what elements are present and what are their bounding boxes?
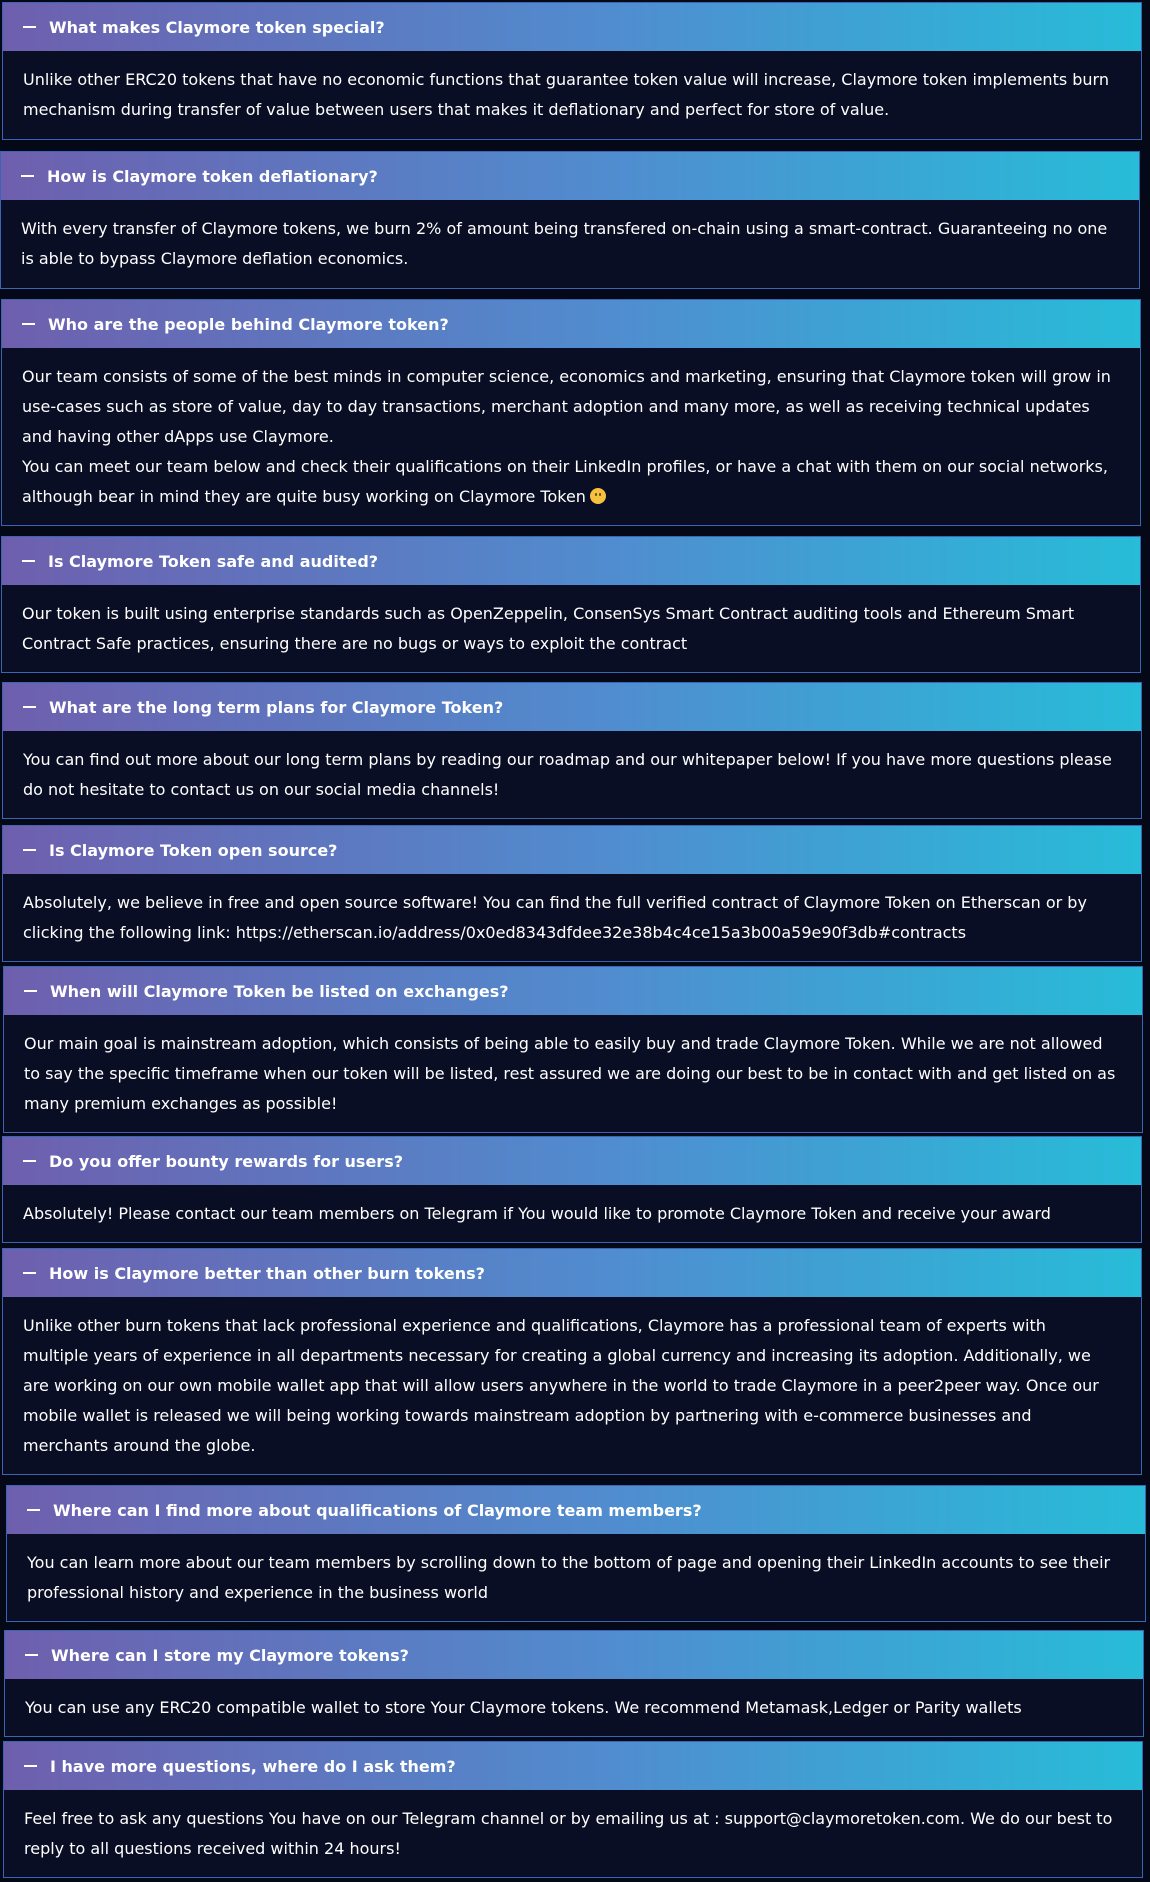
faq-question: Is Claymore Token open source? bbox=[49, 840, 338, 860]
faq-item bbox=[1, 536, 1141, 673]
collapse-icon bbox=[24, 1765, 37, 1767]
faq-answer-panel bbox=[3, 1297, 1141, 1461]
faq-item bbox=[2, 1136, 1142, 1243]
faq-answer-panel bbox=[2, 585, 1140, 659]
faq-question: Is Claymore Token safe and audited? bbox=[48, 551, 379, 571]
collapse-icon bbox=[23, 26, 36, 28]
collapse-icon bbox=[25, 1654, 38, 1656]
collapse-icon bbox=[22, 560, 35, 562]
faq-question: What are the long term plans for Claymore Token? bbox=[49, 697, 504, 717]
faq-answer-panel bbox=[3, 731, 1141, 805]
faq-toggle[interactable] bbox=[3, 1137, 1141, 1185]
faq-answer-extra-text: You can meet our team below and check their qualifications on their LinkedIn profiles, or have a chat with them on our social networks, although bear in mind they are quite busy working on Claymore Token bbox=[22, 457, 1108, 506]
faq-answer: Absolutely! Please contact our team members on Telegram if You would like to promote Claymore Token and receive your award bbox=[23, 1204, 1051, 1223]
faq-toggle[interactable] bbox=[3, 826, 1141, 874]
faq-answer-extra bbox=[22, 452, 1114, 512]
faq-item bbox=[2, 825, 1142, 962]
faq-item bbox=[2, 1248, 1142, 1475]
faq-question: Where can I find more about qualifications of Claymore team members? bbox=[53, 1500, 702, 1520]
collapse-icon bbox=[22, 323, 35, 325]
faq-toggle[interactable] bbox=[3, 683, 1141, 731]
faq-item bbox=[6, 1485, 1146, 1622]
faq-answer-panel bbox=[3, 1185, 1141, 1229]
faq-toggle[interactable] bbox=[3, 3, 1141, 51]
collapse-icon bbox=[27, 1509, 40, 1511]
faq-answer: You can use any ERC20 compatible wallet to store Your Claymore tokens. We recommend Metamask,Ledger or Parity wallets bbox=[25, 1698, 1022, 1717]
faq-question: Who are the people behind Claymore token? bbox=[48, 314, 449, 334]
faq-question: How is Claymore token deflationary? bbox=[47, 166, 378, 186]
faq-toggle[interactable] bbox=[4, 1742, 1142, 1790]
faq-answer: Our main goal is mainstream adoption, which consists of being able to easily buy and trade Claymore Token. While we are not allowed to say the specific timeframe when our token will be listed, rest assured we are doing our best to be in contact with and get listed on as many premium exchanges as possible! bbox=[24, 1034, 1116, 1113]
faq-question: Where can I store my Claymore tokens? bbox=[51, 1645, 409, 1665]
faq-answer-panel bbox=[5, 1679, 1143, 1723]
faq-answer: With every transfer of Claymore tokens, we burn 2% of amount being transfered on-chain using a smart-contract. Guaranteeing no one is able to bypass Claymore deflation economics. bbox=[21, 219, 1108, 268]
faq-answer-panel bbox=[2, 348, 1140, 512]
faq-toggle[interactable] bbox=[7, 1486, 1145, 1534]
faq-answer: You can learn more about our team members by scrolling down to the bottom of page and opening their LinkedIn accounts to see their professional history and experience in the business world bbox=[27, 1553, 1111, 1602]
faq-answer-panel bbox=[4, 1015, 1142, 1119]
faq-answer-panel bbox=[3, 874, 1141, 948]
faq-answer-panel bbox=[3, 51, 1141, 125]
collapse-icon bbox=[24, 990, 37, 992]
faq-answer: Feel free to ask any questions You have on our Telegram channel or by emailing us at : support@claymoretoken.com. We do our best to reply to all questions received within 24 hours! bbox=[24, 1809, 1113, 1858]
faq-answer-panel bbox=[1, 200, 1139, 274]
collapse-icon bbox=[23, 706, 36, 708]
faq-toggle[interactable] bbox=[2, 300, 1140, 348]
faq-answer: Unlike other ERC20 tokens that have no economic functions that guarantee token value will increase, Claymore token implements burn mechanism during transfer of value between users that makes it deflationary and perfect for store of value. bbox=[23, 70, 1109, 119]
faq-answer: Our token is built using enterprise standards such as OpenZeppelin, ConsenSys Smart Contract auditing tools and Ethereum Smart Contract Safe practices, ensuring there are no bugs or ways to exploit the contract bbox=[22, 604, 1075, 653]
faq-toggle[interactable] bbox=[5, 1631, 1143, 1679]
faq-item bbox=[4, 1630, 1144, 1737]
faq-question: When will Claymore Token be listed on exchanges? bbox=[50, 981, 509, 1001]
faq-answer-panel bbox=[7, 1534, 1145, 1608]
faq-item bbox=[1, 299, 1141, 526]
faq-item bbox=[2, 2, 1142, 140]
faq-answer: Unlike other burn tokens that lack professional experience and qualifications, Claymore has a professional team of experts with multiple years of experience in all departments necessary for creating a global currency and increasing its adoption. Additionally, we are working on our own mobile wallet app that will allow users anywhere in the world to trade Claymore in a peer2peer way. Once our mobile wallet is released we will being working towards mainstream adoption by partnering with e-commerce businesses and merchants around the globe. bbox=[23, 1316, 1099, 1455]
faq-item bbox=[0, 151, 1140, 289]
faq-item bbox=[3, 1741, 1143, 1878]
faq-item bbox=[3, 966, 1143, 1133]
faq-answer: Our team consists of some of the best minds in computer science, economics and marketing, ensuring that Claymore token will grow in use-cases such as store of value, day to day transactions, merchant adoption and many more, as well as receiving technical updates and having other dApps use Claymore. bbox=[22, 367, 1111, 446]
collapse-icon bbox=[21, 175, 34, 177]
faq-question: Do you offer bounty rewards for users? bbox=[49, 1151, 403, 1171]
collapse-icon bbox=[23, 1272, 36, 1274]
faq-answer: You can find out more about our long term plans by reading our roadmap and our whitepaper below! If you have more questions please do not hesitate to contact us on our social media channels! bbox=[23, 750, 1112, 799]
collapse-icon bbox=[23, 849, 36, 851]
faq-toggle[interactable] bbox=[3, 1249, 1141, 1297]
faq-toggle[interactable] bbox=[1, 152, 1139, 200]
faq-question: I have more questions, where do I ask them? bbox=[50, 1756, 456, 1776]
faq-answer: Absolutely, we believe in free and open source software! You can find the full verified contract of Claymore Token on Etherscan or by clicking the following link: https://etherscan.io/address/0x0ed8343dfdee32e38b4c4ce15a3b00a59e90f3db#contracts bbox=[23, 893, 1087, 942]
faq-toggle[interactable] bbox=[4, 967, 1142, 1015]
faq-question: What makes Claymore token special? bbox=[49, 17, 385, 37]
smiley-emoji-icon bbox=[590, 488, 606, 504]
faq-question: How is Claymore better than other burn tokens? bbox=[49, 1263, 485, 1283]
faq-toggle[interactable] bbox=[2, 537, 1140, 585]
collapse-icon bbox=[23, 1160, 36, 1162]
faq-item bbox=[2, 682, 1142, 819]
faq-answer-panel bbox=[4, 1790, 1142, 1864]
